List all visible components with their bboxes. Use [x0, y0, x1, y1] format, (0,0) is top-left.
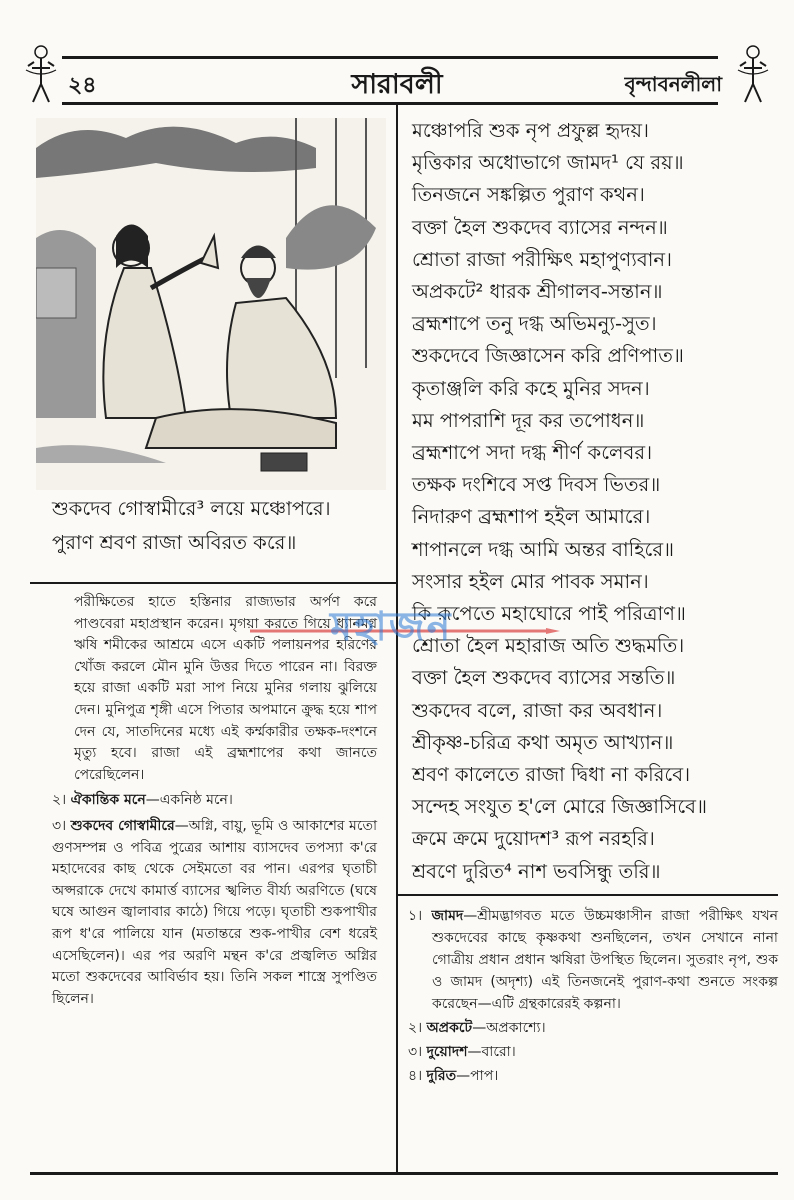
- page-header: [20, 40, 774, 110]
- footnote-number: ১।: [408, 908, 423, 924]
- footnote-term: দুরিত: [426, 1068, 457, 1084]
- verse-line: সংসার হইল মোর পাবক সমান।: [412, 569, 649, 593]
- footnote-text: —একনিষ্ঠ মনে।: [145, 792, 233, 809]
- footnote-3: [52, 816, 377, 1010]
- footnote-number: ২।: [52, 792, 67, 809]
- right-footnotes: [408, 905, 778, 1089]
- footnote-2: [408, 1017, 778, 1039]
- footnote-1: [408, 905, 778, 1015]
- top-rule: [62, 56, 718, 59]
- left-section-rule: [30, 582, 396, 584]
- left-footnotes: [52, 592, 377, 1010]
- caption-line: পুরাণ শ্রবণ রাজা অবিরত করে॥: [52, 531, 297, 554]
- verse-line: শাপানলে দগ্ধ আমি অন্তর বাহিরে॥: [412, 537, 675, 561]
- footnote-text: —অগ্নি, বায়ু, ভূমি ও আকাশের মতো গুণসম্পন্ন ও পবিত্র পুত্রের আশায় ব্যাসদেব তপস্যা ক'রে মহাদেবের কাছ থেকে সেইমতো বর পান। এরপর ঘৃতাচী অপ্সরাকে দেখে কামার্ত্ত ব্যাসের স্খলিত বীর্য্য অরণিতে (ঘষে ঘষে আগুন জ্বালাবার কাঠে) গিয়ে পড়ে। ঘৃতাচী শুকপাখীর রূপ ধ'রে পালিয়ে যান (মতান্তরে শুক-পাখীর বেশ ধরেই এসেছিলেন)। এর পর অরণি মন্থন ক'রে প্রজ্বলিত অগ্নির মতো শুকদেবের আবির্ভাব হয়। তিনি সকল শাস্ত্রে সুপণ্ডিত ছিলেন।: [52, 817, 378, 1007]
- verse-line: শুকদেবে জিজ্ঞাসেন করি প্রণিপাত॥: [412, 344, 684, 368]
- verse-line: অপ্রকটে² ধারক শ্রীগালব-সন্তান॥: [412, 280, 663, 304]
- verse-line: শ্রোতা রাজা পরীক্ষিৎ মহাপুণ্যবান।: [412, 247, 672, 271]
- caption-line: শুকদেব গোস্বামীরে³ লয়ে মঞ্চোপরে।: [52, 497, 331, 520]
- verse-line: মঞ্চোপরি শুক নৃপ প্রফুল্ল হৃদয়।: [412, 119, 649, 142]
- footnote-term: অপ্রকটে: [426, 1020, 473, 1036]
- watermark-logo: মহাজন: [330, 604, 453, 650]
- verse-line: কি রূপেতে মহাঘোরে পাই পরিত্রাণ॥: [412, 602, 686, 626]
- footnote-text: —অপ্রকাশ্যে।: [472, 1020, 546, 1036]
- footnote-text: —পাপ।: [456, 1068, 499, 1084]
- verse-line: শ্রীকৃষ্ণ-চরিত্র কথা অমৃত আখ্যান॥: [412, 730, 674, 754]
- footnote-3: [408, 1041, 778, 1063]
- illustration-icon: [36, 118, 386, 490]
- section-title: বৃন্দাবনলীলা: [624, 72, 722, 96]
- verse-line: শ্রোতা হৈল মহারাজ অতি শুদ্ধমতি।: [412, 634, 685, 658]
- bottom-rule: [30, 1172, 778, 1175]
- verse-line: বক্তা হৈল শুকদেব ব্যাসের নন্দন॥: [412, 215, 668, 239]
- footnote-number: ৩।: [408, 1044, 423, 1060]
- verse-line: তক্ষক দংশিবে সপ্ত দিবস ভিতর॥: [412, 473, 661, 497]
- footnote-continuation: পরীক্ষিতের হাতে হস্তিনার রাজ্যভার অর্পণ করে পাণ্ডবেরা মহাপ্রস্থান করেন। মৃগয়া করতে গিয়ে ধ্যানমগ্ন ঋষি শমীকের আশ্রমে এসে একটি পলায়নপর হরিণের খোঁজ করলে মৌন মুনি উত্তর দিতে পারেন না। বিরক্ত হয়ে রাজা একটি মরা সাপ নিয়ে মুনির গলায় ঝুলিয়ে দেন। মুনিপুত্র শৃঙ্গী এসে পিতার অপমানে ক্রুদ্ধ হয়ে শাপ দেন যে, সাতদিনের মধ্যে এই কর্ম্মকারীর তক্ষক-দংশনে মৃত্যু হবে। রাজা এই ব্রহ্মশাপের কথা জানতে পেরেছিলেন।: [74, 594, 377, 783]
- verse-line: মম পাপরাশি দূর কর তপোধন॥: [412, 408, 645, 432]
- footnote-text: —শ্রীমদ্ভাগবত মতে উচ্চমঞ্চাসীন রাজা পরীক্ষিৎ যখন শুকদেবের কাছে কৃষ্ণকথা শুনছিলেন, তখন সেখানে নানা গোত্রীয় প্রধান প্রধান ঋষিরা উপস্থিত ছিলেন। সুতরাং নৃপ, শুক ও জামদ (অদৃশ্য) এই তিনজনেই পুরাণ-কথা শুনতে সংকল্প করেছেন—এটি গ্রন্থকারেরই কল্পনা।: [432, 908, 778, 1012]
- footnote-term: দুয়োদশ: [426, 1044, 468, 1060]
- book-title: সারাবলী: [351, 69, 443, 100]
- verse-line: বক্তা হৈল শুকদেব ব্যাসের সন্ততি॥: [412, 666, 676, 690]
- verse-line: ব্রহ্মশাপে সদা দগ্ধ শীর্ণ কলেবর।: [412, 441, 653, 465]
- footnote-2: [52, 790, 377, 812]
- footnote-term: শুকদেব গোস্বামীরে: [70, 817, 175, 834]
- header-rule: [62, 102, 718, 105]
- footnote-term: ঐকান্তিক মনে: [70, 792, 146, 809]
- footnote-number: ৩।: [52, 817, 67, 834]
- right-section-rule: [398, 894, 778, 896]
- verse-line: তিনজনে সঙ্কল্পিত পুরাণ কথন।: [412, 183, 645, 207]
- sage-and-king-illustration: [36, 118, 386, 490]
- footnote-term: জামদ: [431, 908, 464, 924]
- verse-line: শ্রবণ কালেতে রাজা দ্বিধা না করিবে।: [412, 763, 691, 787]
- verse-line: ক্রমে ক্রমে দুয়োদশ³ রূপ নরহরি।: [412, 827, 655, 851]
- verse-line: সন্দেহ সংযুত হ'লে মোরে জিজ্ঞাসিবে॥: [412, 795, 708, 819]
- page-number: ২৪: [68, 73, 97, 98]
- footnote-text: —বারো।: [467, 1044, 516, 1060]
- footnote-4: [408, 1065, 778, 1087]
- verse-line: শুকদেব বলে, রাজা কর অবধান।: [412, 698, 663, 722]
- footnote-number: ২।: [408, 1020, 423, 1036]
- verse-line: ব্রহ্মশাপে তনু দগ্ধ অভিমন্যু-সুত।: [412, 312, 657, 336]
- verse-line: শ্রবণে দুরিত⁴ নাশ ভবসিন্ধু তরি॥: [412, 859, 661, 883]
- verse-line: মৃত্তিকার অধোভাগে জামদ¹ যে রয়॥: [412, 151, 684, 175]
- footnote-number: ৪।: [408, 1068, 423, 1084]
- verse-column: [412, 115, 782, 888]
- verse-line: কৃতাঞ্জলি করি কহে মুনির সদন।: [412, 376, 650, 400]
- verse-line: নিদারুণ ব্রহ্মশাপ হইল আমারে।: [412, 505, 651, 529]
- illustration-caption: [52, 492, 392, 560]
